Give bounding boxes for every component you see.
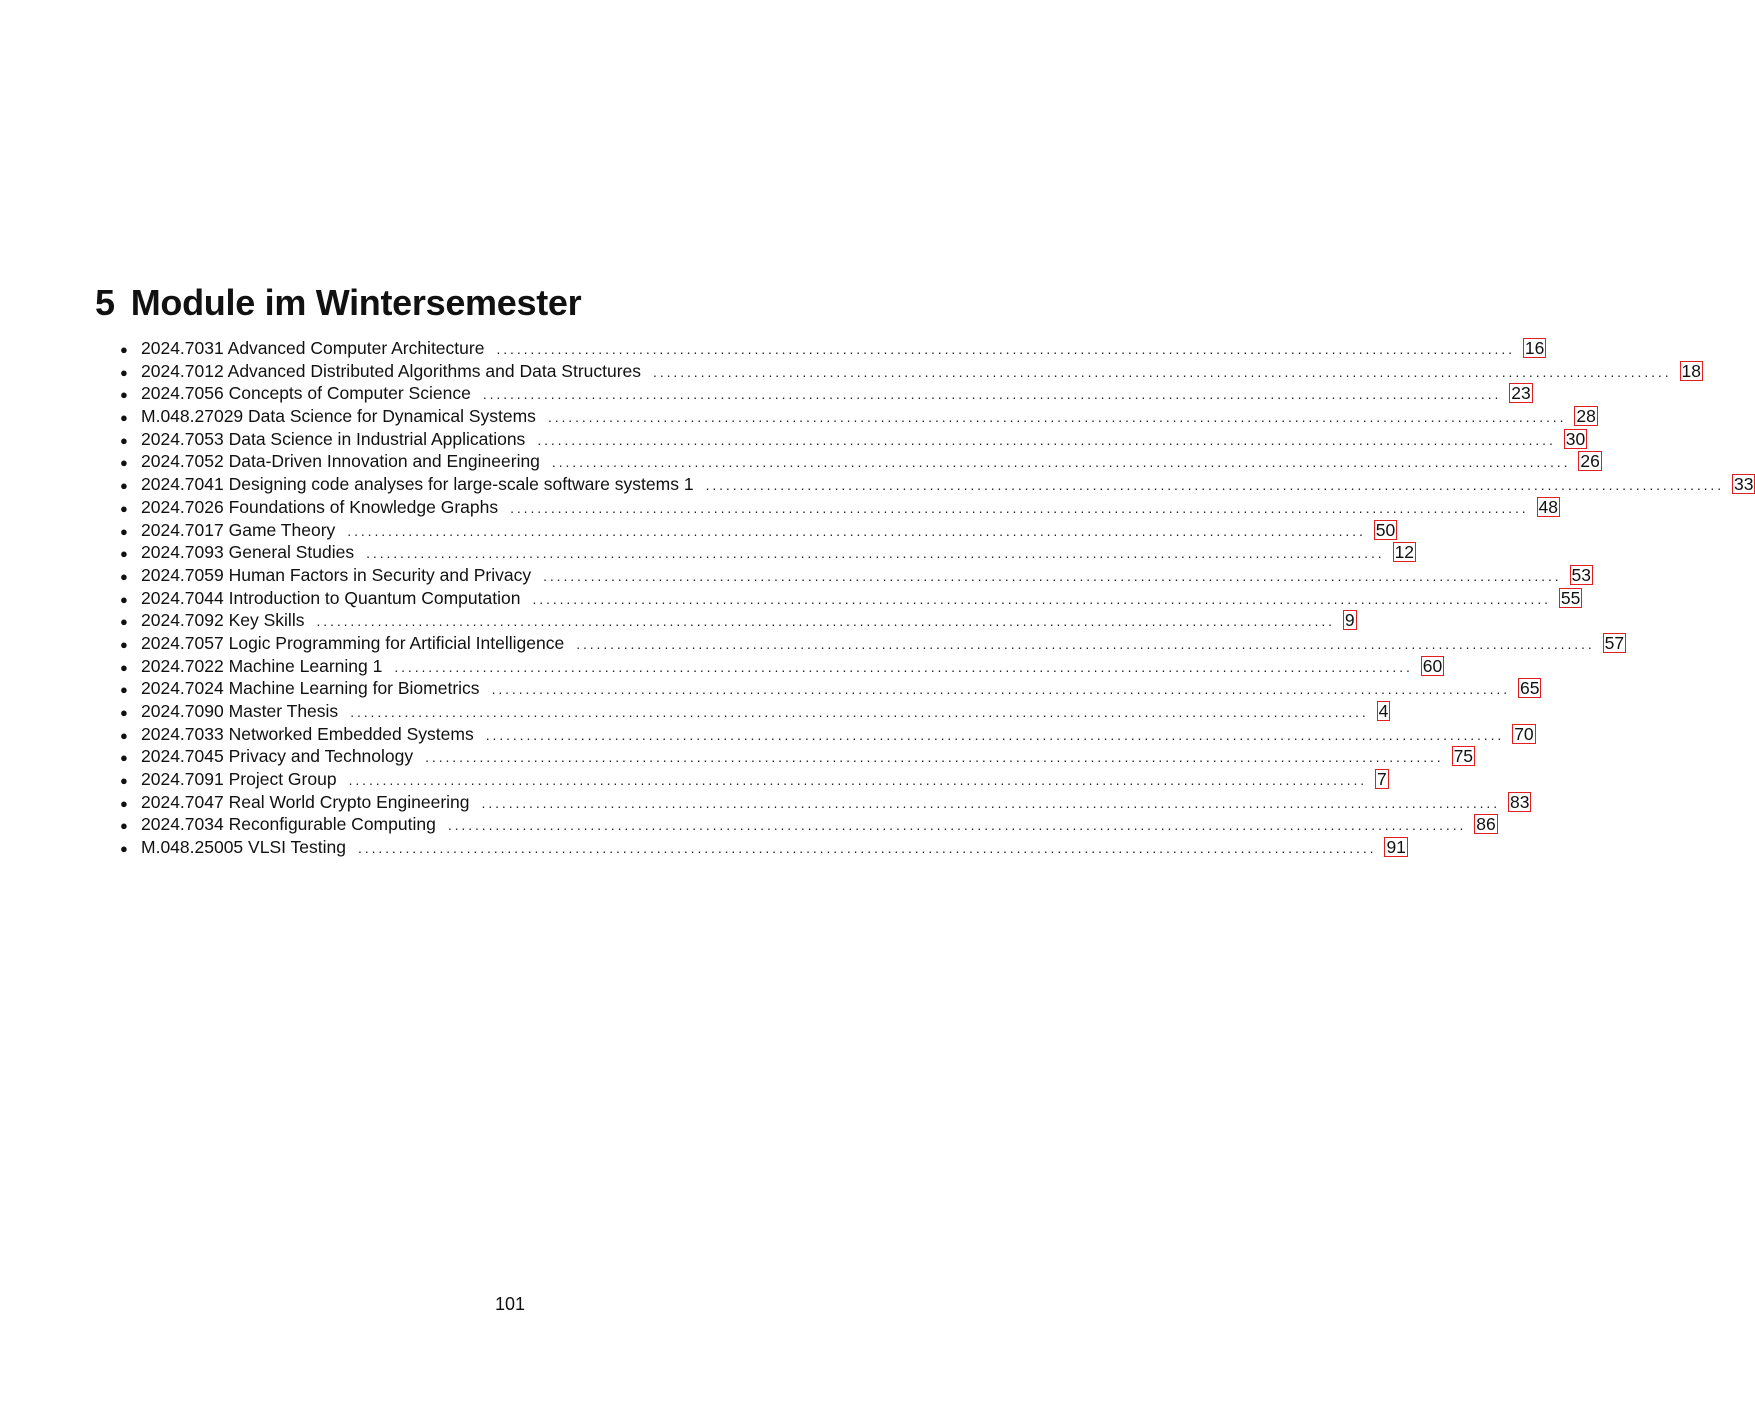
module-entry-link[interactable] [141, 428, 525, 451]
bullet-icon: ● [120, 659, 128, 675]
module-entry-link[interactable] [141, 677, 480, 700]
module-title: Concepts of Computer Science [228, 383, 471, 404]
page-reference-link[interactable]: 65 [1520, 678, 1540, 699]
module-list-item [120, 677, 1540, 700]
page-reference-link[interactable]: 4 [1378, 701, 1389, 721]
module-list-item [120, 813, 1496, 836]
page-number: 101 [494, 1294, 526, 1314]
bullet-icon: ● [120, 591, 128, 607]
module-entry-link[interactable] [141, 609, 304, 632]
dot-leader: ...................................................................................................................................................... [366, 545, 1385, 562]
module-title: Networked Embedded Systems [228, 723, 474, 744]
page-reference-link[interactable]: 91 [1386, 837, 1406, 858]
module-title: Foundations of Knowledge Graphs [228, 496, 499, 517]
page-reference-link[interactable]: 50 [1375, 519, 1396, 540]
module-entry-link[interactable] [141, 519, 335, 542]
section-number: 5 [95, 282, 115, 324]
bullet-icon: ● [120, 523, 128, 539]
dot-leader: ...................................................................................................................................................... [347, 522, 1366, 539]
dot-leader: ...................................................................................................................................................... [485, 726, 1505, 743]
module-code: 2024.7090 [141, 701, 224, 721]
module-entry-link[interactable] [141, 450, 540, 473]
dot-leader: ...................................................................................................................................................... [394, 658, 1413, 675]
module-title: Data Science for Dynamical Systems [248, 406, 536, 427]
page-reference-link[interactable]: 9 [1344, 610, 1355, 631]
dot-leader: ...................................................................................................................................................... [705, 477, 1725, 494]
module-title: Privacy and Technology [228, 746, 414, 767]
page-reference-link[interactable]: 75 [1453, 746, 1474, 767]
module-code: 2024.7031 [141, 338, 224, 358]
page-reference-link[interactable]: 7 [1377, 769, 1387, 790]
dot-leader: ...................................................................................................................................................... [481, 794, 1500, 811]
module-code: 2024.7052 [141, 451, 224, 472]
module-entry-link[interactable] [141, 768, 337, 791]
module-code: 2024.7047 [141, 791, 224, 812]
module-title: Advanced Distributed Algorithms and Data Structures [227, 360, 642, 381]
module-entry-link[interactable] [141, 745, 413, 768]
module-title: General Studies [228, 542, 355, 563]
module-code: 2024.7059 [141, 564, 224, 585]
dot-leader: ...................................................................................................................................................... [543, 567, 1562, 584]
module-list-item [120, 564, 1592, 587]
bullet-icon: ● [120, 432, 128, 448]
module-code: 2024.7056 [141, 383, 224, 404]
bullet-icon: ● [120, 682, 128, 698]
page-reference-link[interactable]: 55 [1560, 587, 1581, 608]
page-reference-link[interactable]: 86 [1476, 814, 1496, 835]
dot-leader: ...................................................................................................................................................... [653, 363, 1672, 380]
module-code: 2024.7053 [141, 428, 224, 449]
module-title: Logic Programming for Artificial Intelligence [228, 632, 565, 653]
dot-leader: ...................................................................................................................................................... [510, 499, 1529, 516]
page-reference-link[interactable]: 12 [1394, 542, 1415, 563]
module-title: Master Thesis [228, 701, 339, 721]
module-entry-link[interactable] [141, 587, 520, 610]
module-title: Data-Driven Innovation and Engineering [228, 451, 540, 472]
module-list-item [120, 360, 1701, 383]
bullet-icon: ● [120, 614, 128, 630]
module-list-item [120, 541, 1415, 564]
module-code: M.048.27029 [141, 406, 244, 427]
bullet-icon: ● [120, 636, 128, 652]
module-entry-link[interactable] [141, 382, 471, 405]
module-entry-link[interactable] [141, 836, 346, 859]
bullet-icon: ● [120, 478, 128, 494]
page-reference-link[interactable]: 18 [1681, 360, 1701, 381]
module-title: Data Science in Industrial Applications [228, 428, 526, 449]
bullet-icon: ● [120, 750, 128, 766]
dot-leader: ...................................................................................................................................................... [491, 681, 1511, 698]
bullet-icon: ● [120, 500, 128, 516]
module-code: 2024.7024 [141, 678, 224, 699]
dot-leader: ...................................................................................................................................................... [357, 840, 1377, 857]
module-list-item [120, 791, 1530, 814]
module-list-item [120, 655, 1443, 678]
module-list-item [120, 587, 1581, 610]
module-list-item [120, 768, 1387, 791]
dot-leader: ...................................................................................................................................................... [316, 613, 1335, 630]
dot-leader: ...................................................................................................................................................... [532, 590, 1551, 607]
module-title: VLSI Testing [248, 837, 346, 858]
bullet-icon: ● [120, 410, 128, 426]
page-reference-link[interactable]: 57 [1604, 632, 1625, 653]
section-heading [95, 282, 581, 324]
dot-leader: ...................................................................................................................................................... [547, 409, 1567, 426]
module-entry-link[interactable] [141, 700, 338, 723]
dot-leader: ...................................................................................................................................................... [350, 704, 1369, 720]
bullet-icon: ● [120, 546, 128, 562]
module-code: 2024.7012 [141, 360, 224, 381]
dot-leader: ...................................................................................................................................................... [425, 749, 1444, 766]
module-title: Human Factors in Security and Privacy [228, 564, 532, 585]
page-reference-link[interactable]: 48 [1538, 496, 1559, 517]
module-list-item [120, 836, 1406, 859]
module-title: Advanced Computer Architecture [227, 338, 485, 358]
module-code: 2024.7093 [141, 542, 224, 563]
module-entry-link[interactable] [141, 632, 564, 655]
dot-leader: ...................................................................................................................................................... [447, 817, 1467, 834]
module-list-item [120, 700, 1389, 723]
bullet-icon: ● [120, 705, 128, 720]
module-list-item [120, 382, 1531, 405]
module-list-item [120, 609, 1355, 632]
module-entry-link[interactable] [141, 541, 354, 564]
module-entry-link[interactable] [141, 813, 436, 836]
module-list-item [120, 519, 1396, 542]
bullet-icon: ● [120, 795, 128, 811]
dot-leader: ...................................................................................................................................................... [482, 386, 1502, 403]
module-list-item [120, 405, 1596, 428]
bullet-icon: ● [120, 364, 128, 380]
module-list-item [120, 428, 1586, 451]
page-reference-link[interactable]: 60 [1422, 655, 1443, 676]
module-entry-link[interactable] [141, 564, 531, 587]
module-code: 2024.7033 [141, 723, 224, 744]
module-title: Real World Crypto Engineering [228, 791, 470, 812]
page-reference-link[interactable]: 23 [1511, 383, 1531, 404]
module-list-item [120, 450, 1600, 473]
dot-leader: ...................................................................................................................................................... [496, 341, 1515, 357]
bullet-icon: ● [120, 818, 128, 834]
module-title: Designing code analyses for large-scale software systems 1 [228, 474, 694, 495]
module-entry-link[interactable] [141, 360, 641, 383]
module-entry-link[interactable] [141, 337, 484, 360]
page-reference-link[interactable]: 28 [1576, 406, 1596, 427]
page-reference-link[interactable]: 26 [1580, 451, 1600, 472]
module-list [120, 337, 1754, 859]
module-code: 2024.7044 [141, 587, 224, 608]
module-list-item [120, 632, 1625, 655]
module-entry-link[interactable] [141, 791, 470, 814]
module-title: Project Group [228, 769, 337, 790]
bullet-icon: ● [120, 841, 128, 857]
module-entry-link[interactable] [141, 473, 694, 496]
module-title: Introduction to Quantum Computation [228, 587, 521, 608]
module-entry-link[interactable] [141, 723, 474, 746]
bullet-icon: ● [120, 568, 128, 584]
bullet-icon: ● [120, 455, 128, 471]
module-entry-link[interactable] [141, 405, 536, 428]
bullet-icon: ● [120, 773, 128, 789]
module-title: Key Skills [228, 610, 305, 631]
module-code: 2024.7034 [141, 814, 224, 835]
page-reference-link[interactable]: 83 [1509, 791, 1530, 812]
module-code: 2024.7045 [141, 746, 224, 767]
module-list-item [120, 745, 1474, 768]
page-reference-link[interactable]: 53 [1571, 564, 1592, 585]
bullet-icon: ● [120, 387, 128, 403]
bullet-icon: ● [120, 342, 128, 357]
dot-leader: ...................................................................................................................................................... [348, 772, 1368, 789]
section-title: Module im Wintersemester [130, 282, 582, 324]
page-reference-link[interactable]: 70 [1514, 723, 1534, 744]
dot-leader: ...................................................................................................................................................... [537, 431, 1556, 448]
module-code: 2024.7092 [141, 610, 224, 631]
module-list-item [120, 337, 1545, 360]
module-entry-link[interactable] [141, 496, 498, 519]
page-reference-link[interactable]: 33 [1734, 474, 1754, 495]
module-title: Reconfigurable Computing [228, 814, 436, 835]
dot-leader: ...................................................................................................................................................... [576, 635, 1595, 652]
module-code: 2024.7017 [141, 519, 224, 540]
module-code: 2024.7091 [141, 769, 224, 790]
module-code: 2024.7022 [141, 655, 224, 676]
module-title: Game Theory [228, 519, 336, 540]
module-entry-link[interactable] [141, 655, 382, 678]
bullet-icon: ● [120, 727, 128, 743]
module-code: 2024.7057 [141, 632, 224, 653]
module-code: 2024.7041 [141, 474, 224, 495]
module-list-item [120, 496, 1559, 519]
page-reference-link[interactable]: 16 [1524, 338, 1545, 358]
module-title: Machine Learning 1 [228, 655, 383, 676]
module-list-item [120, 473, 1754, 496]
module-code: 2024.7026 [141, 496, 224, 517]
page-reference-link[interactable]: 30 [1565, 428, 1586, 449]
module-list-item [120, 723, 1534, 746]
module-code: M.048.25005 [141, 837, 244, 858]
dot-leader: ...................................................................................................................................................... [551, 454, 1571, 471]
module-title: Machine Learning for Biometrics [228, 678, 480, 699]
